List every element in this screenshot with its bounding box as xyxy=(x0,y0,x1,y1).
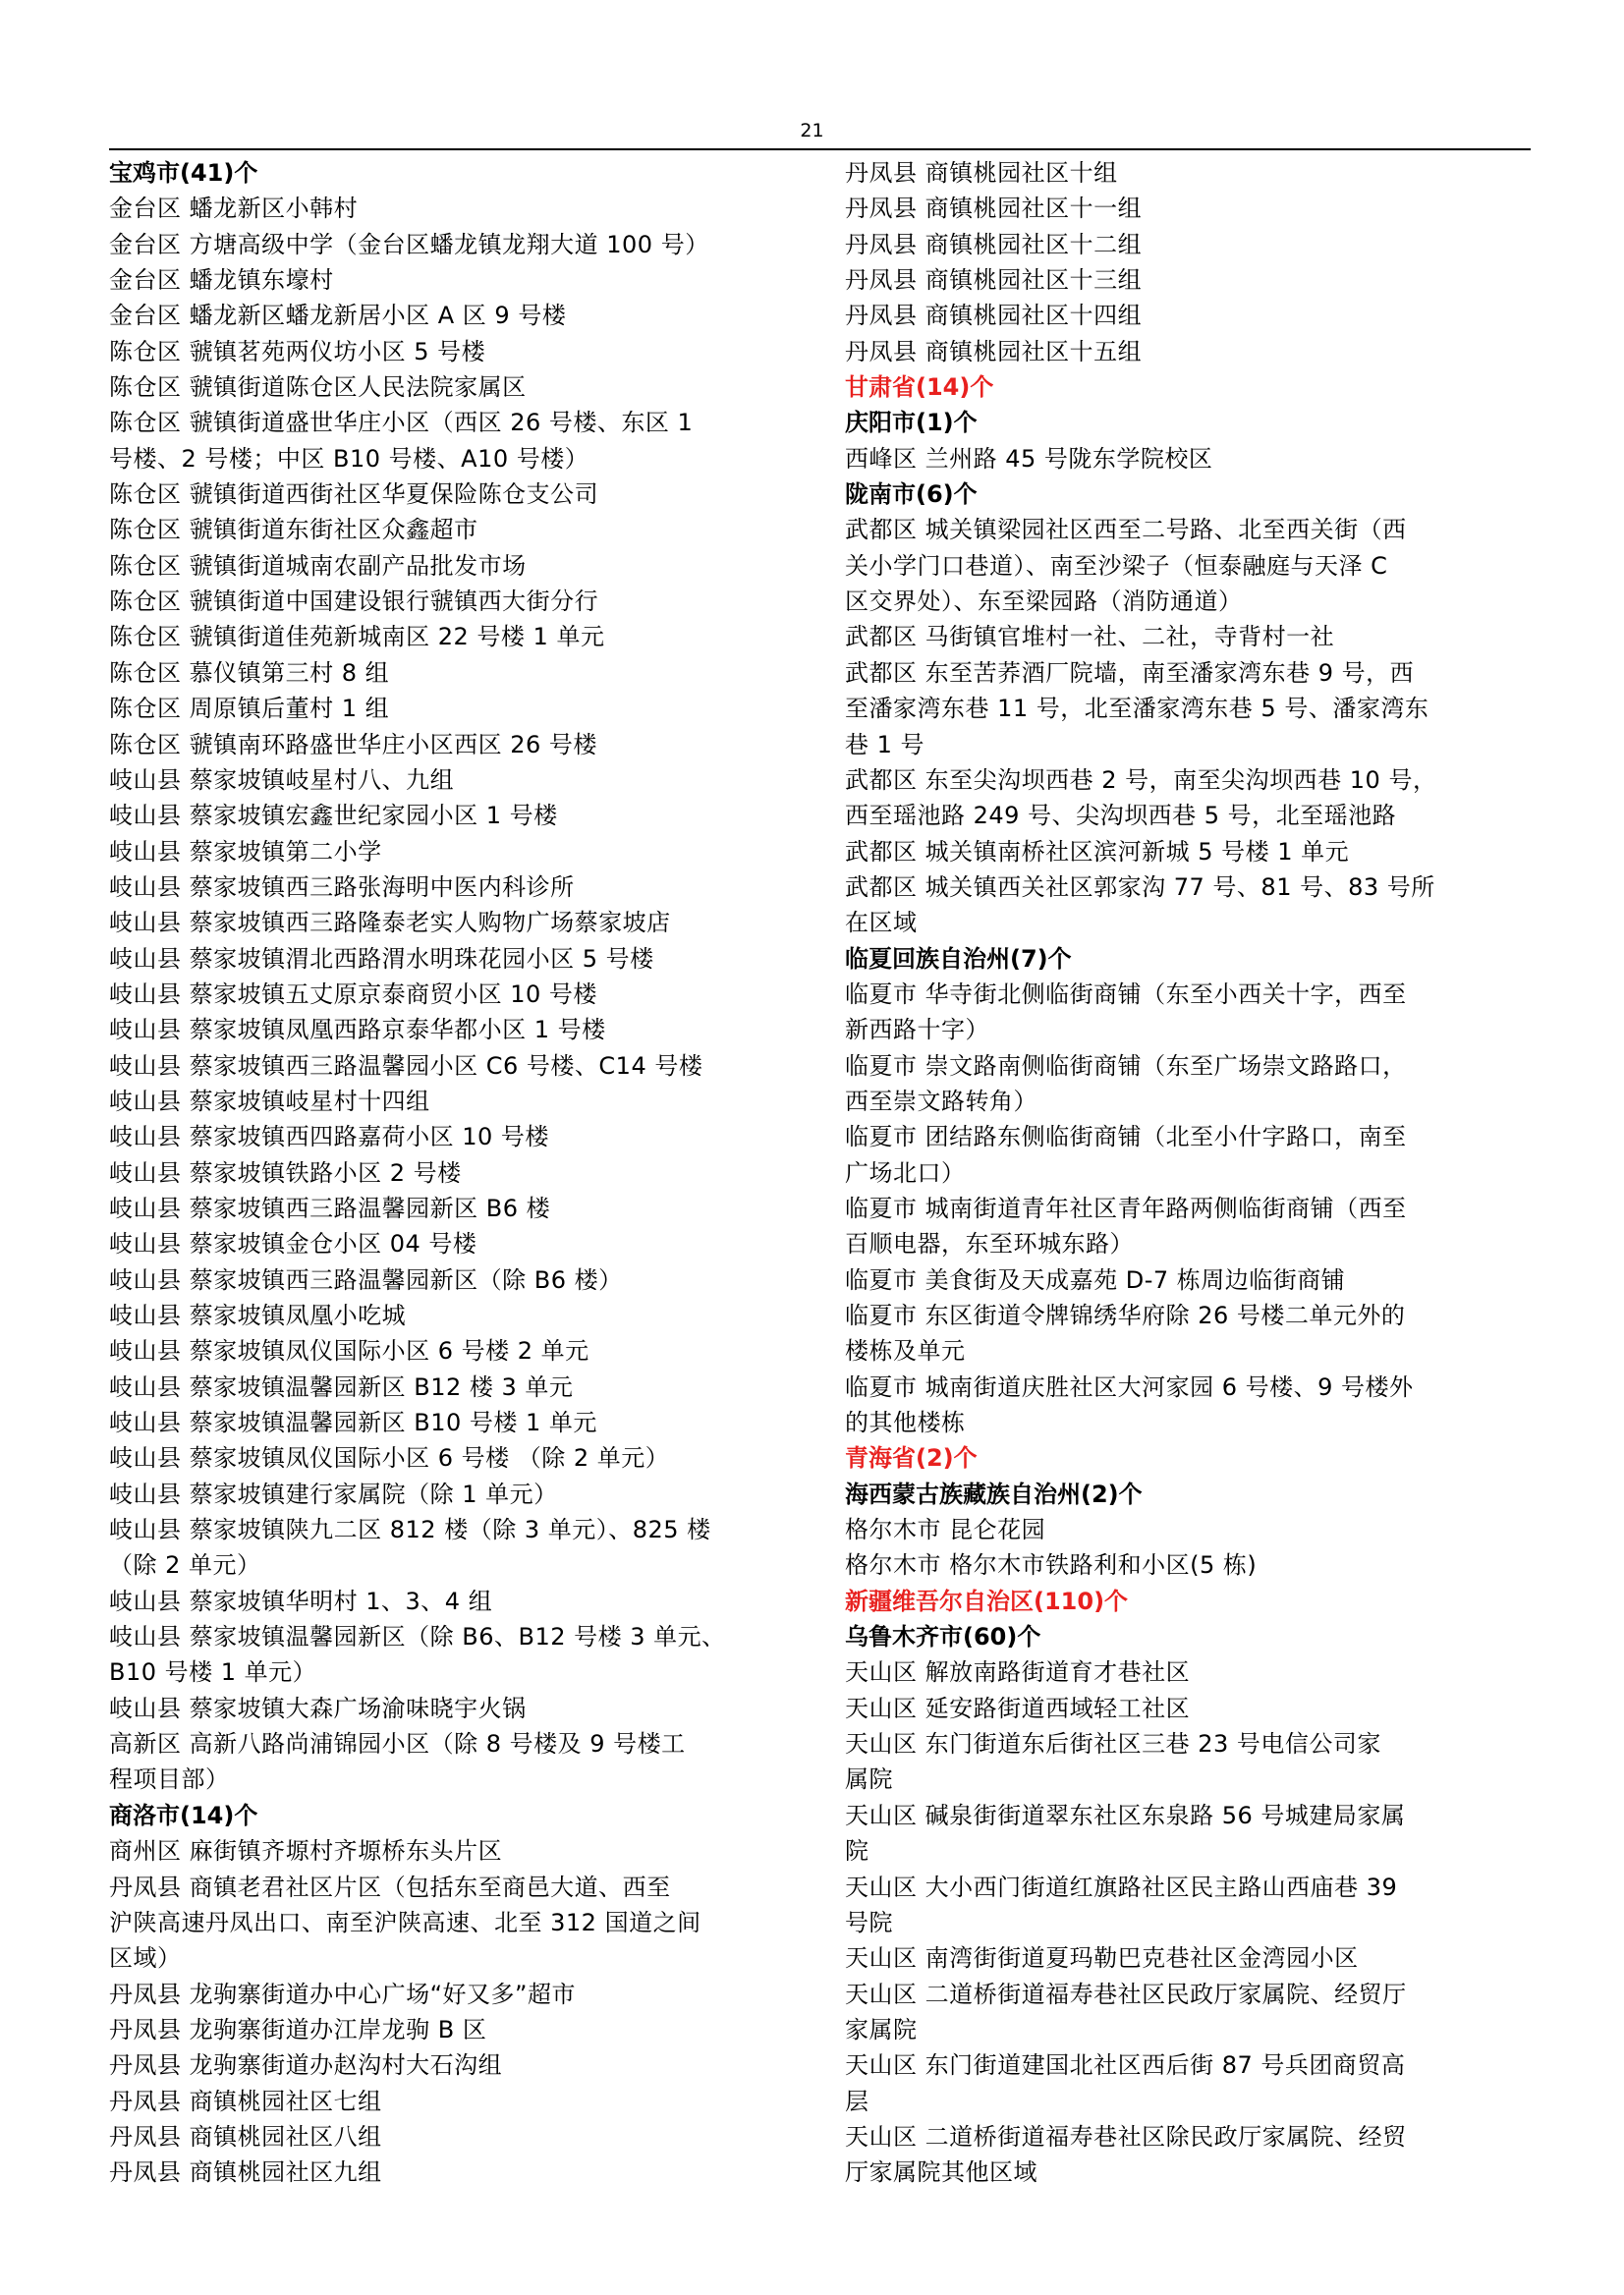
list-item: 临夏市 城南街道青年社区青年路两侧临街商铺（西至 xyxy=(845,1194,1407,1222)
list-item: 格尔木市 昆仑花园 xyxy=(845,1516,1046,1544)
list-item: 丹凤县 商镇桃园社区十五组 xyxy=(845,337,1143,365)
list-item: 岐山县 蔡家坡镇岐星村十四组 xyxy=(109,1087,430,1115)
list-item: 丹凤县 商镇桃园社区九组 xyxy=(109,2158,382,2187)
list-item: 陈仓区 虢镇街道东街社区众鑫超市 xyxy=(109,516,478,544)
list-item: 陈仓区 虢镇茗苑两仪坊小区 5 号楼 xyxy=(109,337,486,365)
list-item: 金台区 蟠龙新区蟠龙新居小区 A 区 9 号楼 xyxy=(109,302,567,330)
city-heading: 陇南市(6)个 xyxy=(845,480,978,509)
list-item: 岐山县 蔡家坡镇华明村 1、3、4 组 xyxy=(109,1587,493,1615)
list-item: 武都区 东至尖沟坝西巷 2 号，南至尖沟坝西巷 10 号， xyxy=(845,765,1437,794)
list-item: 程项目部） xyxy=(109,1765,230,1794)
list-item: 层 xyxy=(845,2087,869,2115)
list-item: 岐山县 蔡家坡镇渭北西路渭水明珠花园小区 5 号楼 xyxy=(109,944,654,973)
list-item: （除 2 单元） xyxy=(109,1551,261,1580)
city-heading: 临夏回族自治州(7)个 xyxy=(845,944,1072,973)
list-item: 岐山县 蔡家坡镇温馨园新区 B12 楼 3 单元 xyxy=(109,1372,574,1401)
list-item: 陈仓区 慕仪镇第三村 8 组 xyxy=(109,658,390,687)
list-item: 岐山县 蔡家坡镇大森广场渝味晓宇火锅 xyxy=(109,1694,527,1722)
list-item: 陈仓区 虢镇街道城南农副产品批发市场 xyxy=(109,551,527,580)
list-item: 高新区 高新八路尚浦锦园小区（除 8 号楼及 9 号楼工 xyxy=(109,1730,686,1759)
list-item: 陈仓区 虢镇街道中国建设银行虢镇西大街分行 xyxy=(109,588,599,616)
list-item: 陈仓区 虢镇南环路盛世华庄小区西区 26 号楼 xyxy=(109,730,597,758)
list-item: 岐山县 蔡家坡镇陕九二区 812 楼（除 3 单元）、825 楼 xyxy=(109,1516,711,1544)
province-heading: 甘肃省(14)个 xyxy=(845,373,994,402)
list-item: 号院 xyxy=(845,1908,893,1936)
list-item: 巷 1 号 xyxy=(845,730,925,758)
list-item: 岐山县 蔡家坡镇温馨园新区 B10 号楼 1 单元 xyxy=(109,1409,597,1437)
list-item: 岐山县 蔡家坡镇铁路小区 2 号楼 xyxy=(109,1158,462,1187)
list-item: 家属院 xyxy=(845,2015,918,2043)
list-item: 临夏市 团结路东侧临街商铺（北至小什字路口，南至 xyxy=(845,1123,1407,1151)
city-heading: 海西蒙古族藏族自治州(2)个 xyxy=(845,1480,1143,1508)
list-item: 陈仓区 周原镇后董村 1 组 xyxy=(109,695,390,723)
list-item: 岐山县 蔡家坡镇西四路嘉荷小区 10 号楼 xyxy=(109,1123,549,1151)
list-item: 陈仓区 虢镇街道西街社区华夏保险陈仓支公司 xyxy=(109,480,599,509)
list-item: 丹凤县 龙驹寨街道办江岸龙驹 B 区 xyxy=(109,2015,487,2043)
list-item: 号楼、2 号楼；中区 B10 号楼、A10 号楼） xyxy=(109,444,589,473)
list-item: 格尔木市 格尔木市铁路利和小区(5 栋) xyxy=(845,1551,1258,1580)
list-item: 岐山县 蔡家坡镇西三路温馨园新区（除 B6 楼） xyxy=(109,1265,623,1294)
list-item: 陈仓区 虢镇街道佳苑新城南区 22 号楼 1 单元 xyxy=(109,623,605,651)
list-item: 西至瑶池路 249 号、尖沟坝西巷 5 号，北至瑶池路 xyxy=(845,802,1397,830)
list-item: 天山区 延安路街道西域轻工社区 xyxy=(845,1694,1191,1722)
list-item: 丹凤县 商镇桃园社区十一组 xyxy=(845,195,1143,223)
list-item: 楼栋及单元 xyxy=(845,1337,966,1366)
list-item: 西至崇文路转角） xyxy=(845,1087,1037,1115)
city-heading: 宝鸡市(41)个 xyxy=(109,159,258,187)
list-item: 岐山县 蔡家坡镇五丈原京泰商贸小区 10 号楼 xyxy=(109,980,597,1008)
list-item: 岐山县 蔡家坡镇西三路温馨园新区 B6 楼 xyxy=(109,1194,551,1222)
list-item: 临夏市 城南街道庆胜社区大河家园 6 号楼、9 号楼外 xyxy=(845,1372,1414,1401)
list-item: 天山区 南湾街街道夏玛勒巴克巷社区金湾园小区 xyxy=(845,1944,1359,1973)
list-item: 天山区 东门街道东后街社区三巷 23 号电信公司家 xyxy=(845,1730,1381,1759)
list-item: 丹凤县 商镇桃园社区十组 xyxy=(845,159,1118,187)
list-item: 岐山县 蔡家坡镇宏鑫世纪家园小区 1 号楼 xyxy=(109,802,558,830)
list-item: 岐山县 蔡家坡镇温馨园新区（除 B6、B12 号楼 3 单元、 xyxy=(109,1623,726,1651)
page-number: 21 xyxy=(800,120,824,141)
list-item: 丹凤县 商镇桃园社区七组 xyxy=(109,2087,382,2115)
city-heading: 商洛市(14)个 xyxy=(109,1801,258,1829)
list-item: 岐山县 蔡家坡镇岐星村八、九组 xyxy=(109,765,455,794)
list-item: 天山区 大小西门街道红旗路社区民主路山西庙巷 39 xyxy=(845,1873,1398,1901)
list-item: 至潘家湾东巷 11 号，北至潘家湾东巷 5 号、潘家湾东 xyxy=(845,695,1429,723)
list-item: 广场北口） xyxy=(845,1158,966,1187)
list-item: 西峰区 兰州路 45 号陇东学院校区 xyxy=(845,444,1213,473)
list-item: 武都区 城关镇梁园社区西至二号路、北至西关街（西 xyxy=(845,516,1407,544)
list-item: 武都区 城关镇西关社区郭家沟 77 号、81 号、83 号所 xyxy=(845,872,1435,901)
list-item: 丹凤县 商镇桃园社区十二组 xyxy=(845,230,1143,258)
list-item: 的其他楼栋 xyxy=(845,1409,966,1437)
list-item: 岐山县 蔡家坡镇建行家属院（除 1 单元） xyxy=(109,1480,558,1508)
list-item: 陈仓区 虢镇街道陈仓区人民法院家属区 xyxy=(109,373,527,402)
left-column xyxy=(109,155,804,2191)
list-item: 临夏市 美食街及天成嘉苑 D-7 栋周边临街商铺 xyxy=(845,1265,1346,1294)
list-item: 新西路十字） xyxy=(845,1016,989,1044)
list-item: 岐山县 蔡家坡镇西三路温馨园小区 C6 号楼、C14 号楼 xyxy=(109,1051,703,1080)
city-heading: 乌鲁木齐市(60)个 xyxy=(845,1623,1041,1651)
list-item: B10 号楼 1 单元） xyxy=(109,1658,317,1687)
list-item: 金台区 蟠龙新区小韩村 xyxy=(109,195,359,223)
list-item: 岐山县 蔡家坡镇金仓小区 04 号楼 xyxy=(109,1230,477,1259)
list-item: 丹凤县 商镇老君社区片区（包括东至商邑大道、西至 xyxy=(109,1873,671,1901)
list-item: 天山区 东门街道建国北社区西后街 87 号兵团商贸高 xyxy=(845,2051,1406,2080)
list-item: 丹凤县 商镇桃园社区十三组 xyxy=(845,266,1143,295)
list-item: 关小学门口巷道）、南至沙梁子（恒泰融庭与天泽 C xyxy=(845,551,1388,580)
list-item: 商州区 麻街镇齐塬村齐塬桥东头片区 xyxy=(109,1837,503,1866)
list-item: 厅家属院其他区域 xyxy=(845,2158,1037,2187)
list-item: 天山区 二道桥街道福寿巷社区除民政厅家属院、经贸 xyxy=(845,2122,1407,2151)
list-item: 金台区 蟠龙镇东壕村 xyxy=(109,266,334,295)
list-item: 临夏市 崇文路南侧临街商铺（东至广场崇文路路口， xyxy=(845,1051,1407,1080)
list-item: 岐山县 蔡家坡镇凤仪国际小区 6 号楼 2 单元 xyxy=(109,1337,589,1366)
list-item: 区域） xyxy=(109,1944,182,1973)
list-item: 丹凤县 商镇桃园社区八组 xyxy=(109,2122,382,2151)
list-item: 岐山县 蔡家坡镇西三路张海明中医内科诊所 xyxy=(109,872,575,901)
list-item: 临夏市 华寺街北侧临街商铺（东至小西关十字，西至 xyxy=(845,980,1407,1008)
list-item: 岐山县 蔡家坡镇凤凰西路京泰华都小区 1 号楼 xyxy=(109,1016,606,1044)
header-rule xyxy=(109,148,1531,150)
list-item: 陈仓区 虢镇街道盛世华庄小区（西区 26 号楼、东区 1 xyxy=(109,409,694,437)
list-item: 武都区 东至苦荞酒厂院墙，南至潘家湾东巷 9 号，西 xyxy=(845,658,1415,687)
list-item: 岐山县 蔡家坡镇第二小学 xyxy=(109,837,382,866)
list-item: 临夏市 东区街道令牌锦绣华府除 26 号楼二单元外的 xyxy=(845,1302,1406,1329)
list-item: 丹凤县 商镇桃园社区十四组 xyxy=(845,302,1143,330)
list-item: 百顺电器，东至环城东路） xyxy=(845,1230,1134,1259)
list-item: 丹凤县 龙驹寨街道办赵沟村大石沟组 xyxy=(109,2051,503,2080)
list-item: 在区域 xyxy=(845,909,918,937)
city-heading: 庆阳市(1)个 xyxy=(845,409,978,437)
list-item: 沪陕高速丹凤出口、南至沪陕高速、北至 312 国道之间 xyxy=(109,1908,701,1936)
list-item: 天山区 解放南路街道育才巷社区 xyxy=(845,1658,1191,1687)
province-heading: 青海省(2)个 xyxy=(845,1444,978,1473)
list-item: 院 xyxy=(845,1837,869,1866)
list-item: 岐山县 蔡家坡镇凤凰小吃城 xyxy=(109,1302,407,1329)
list-item: 岐山县 蔡家坡镇西三路隆泰老实人购物广场蔡家坡店 xyxy=(109,909,671,937)
list-item: 天山区 碱泉街街道翠东社区东泉路 56 号城建局家属 xyxy=(845,1801,1406,1829)
list-item: 武都区 马街镇官堆村一社、二社，寺背村一社 xyxy=(845,623,1335,651)
list-item: 丹凤县 龙驹寨街道办中心广场“好又多”超市 xyxy=(109,1980,576,2008)
list-item: 金台区 方塘高级中学（金台区蟠龙镇龙翔大道 100 号） xyxy=(109,230,709,258)
list-item: 区交界处）、东至梁园路（消防通道） xyxy=(845,588,1243,616)
list-item: 天山区 二道桥街道福寿巷社区民政厅家属院、经贸厅 xyxy=(845,1980,1407,2008)
province-heading: 新疆维吾尔自治区(110)个 xyxy=(845,1587,1129,1615)
list-item: 武都区 城关镇南桥社区滨河新城 5 号楼 1 单元 xyxy=(845,837,1350,866)
right-column xyxy=(845,155,1531,2191)
list-item: 岐山县 蔡家坡镇凤仪国际小区 6 号楼 （除 2 单元） xyxy=(109,1444,670,1473)
list-item: 属院 xyxy=(845,1765,893,1794)
